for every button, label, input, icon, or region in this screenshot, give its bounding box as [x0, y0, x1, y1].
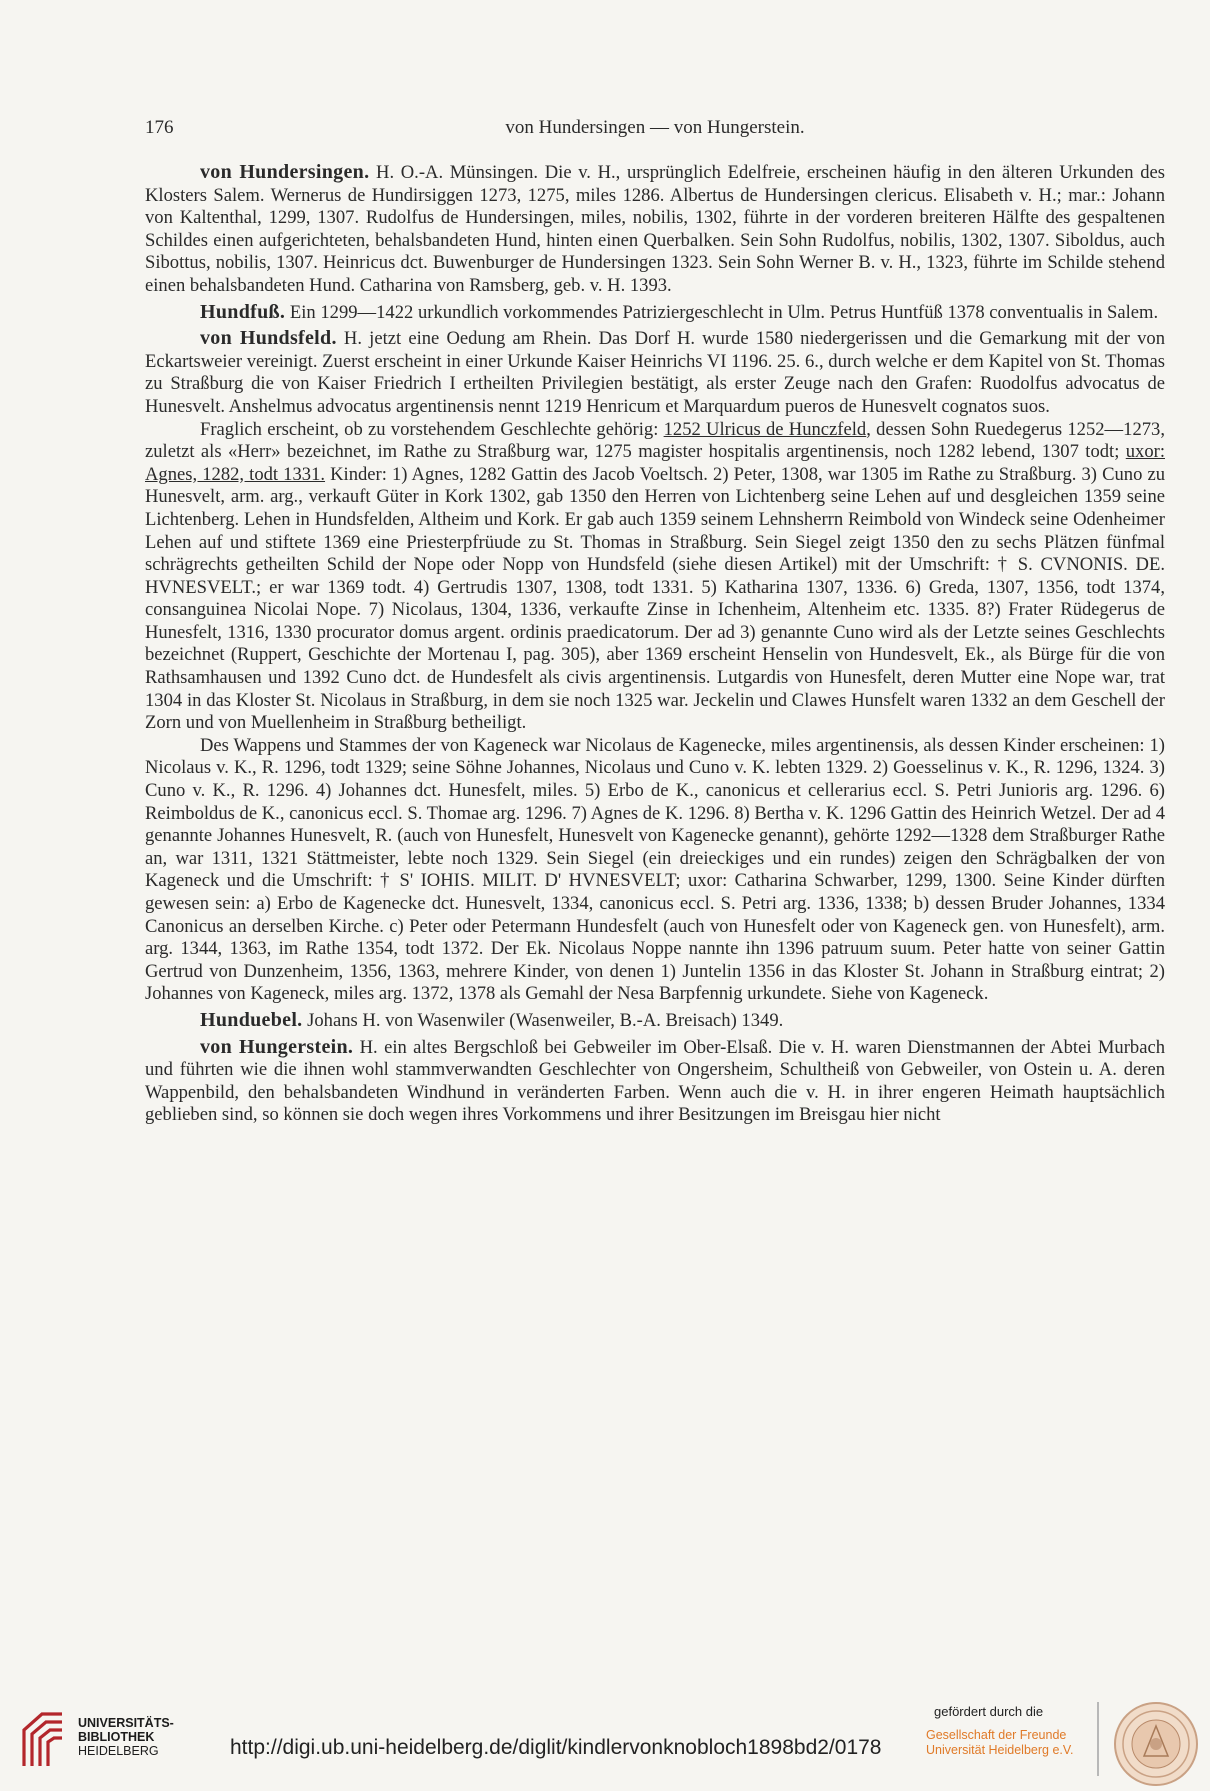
- lemma-hungerstein: von Hungerstein.: [200, 1035, 354, 1058]
- entry-text-hungerstein: H. ein altes Bergschloß bei Gebweiler im Ober-Elsaß. Die v. H. waren Dienstmannen der Abtei Murbach und führten wie die ihnen wohl stammverwandten Geschlechter von Ongersheim, Schultheiß von Gebweiler, von Ostein u. A. deren Wappenbild, den behalsbandeten Windhund in veränderten Farben. Wenn auch die v. H. in ihrer engeren Heimath hauptsächlich geblieben sind, so können sie doch wegen ihres Vorkommens und ihrer Besitzungen im Breisgau hier nicht: [145, 1036, 1165, 1126]
- entry-hunduebel: [145, 1009, 1165, 1033]
- digitization-url-link[interactable]: http://digi.ub.uni-heidelberg.de/diglit/kindlervonknobloch1898bd2/0178: [230, 1736, 882, 1759]
- lemma-hundsfeld: von Hundsfeld.: [200, 327, 337, 350]
- hundsfeld-paragraph-3: Des Wappens und Stammes der von Kageneck war Nicolaus de Kagenecke, miles argentinensis, als dessen Kinder erscheinen: 1) Nicolaus v. K., R. 1296, todt 1329; seine Söhne Johannes, Nicolaus und Cuno v. K. lebten 1329. 2) Goesselinus v. K., R. 1296, 1324. 3) Cuno v. K., R. 1296. 4) Johannes dct. Hunesfelt, miles. 5) Erbo de K., canonicus et cellerarius eccl. S. Petri Junioris arg. 1296. 6) Reimboldus de K., canonicus eccl. S. Thomae arg. 1296. 7) Agnes de K. 1296. 8) Bertha v. K. 1296 Gattin des Heinrich Wetzel. Der ad 4 genannte Johannes Hunesvelt, R. (auch von Hunesfelt, Hunesvelt von Kagenecke genannt), gehörte 1292—1328 dem Straßburger Rathe an, war 1311, 1321 Stättmeister, lebte noch 1329. Sein Siegel (ein dreieckiges und ein rundes) zeigen den Schrägbalken der von Kageneck und die Umschrift: † S' IOHIS. MILIT. D' HVNESVELT; uxor: Catharina Schwarber, 1299, 1300. Seine Kinder dürften gewesen sein: a) Erbo de Kagenecke dct. Hunesvelt, 1334, canonicus eccl. S. Petri arg. 1336, 1338; b) dessen Bruder Johannes, 1334 Canonicus an derselben Kirche. c) Peter oder Petermann Hundesfelt (auch von Hunesfelt oder von Kageneck gen. von Hunesfelt), arm. arg. 1344, 1363, im Rathe 1354, todt 1372. Der Ek. Nicolaus Noppe nannte ihn 1396 patruum suum. Peter hatte von seiner Gattin Gertrud von Dunzenheim, 1356, 1363, mehrere Kinder, von denen 1) Juntelin 1356 in das Kloster St. Johann in Straßburg eintrat; 2) Johannes von Kageneck, miles arg. 1372, 1378 als Gemahl der Nesa Barpfennig urkundete. Siehe von Kageneck.: [145, 734, 1165, 1005]
- library-line-1: UNIVERSITÄTS-: [78, 1716, 174, 1730]
- page-number: 176: [145, 117, 174, 138]
- hundsfeld-paragraph-2: [145, 419, 1165, 735]
- text-body: [145, 158, 1165, 1127]
- hundsfeld-p2-b: , dessen Sohn Ruedegerus 1252—1273, zuletzt als «Herr» bezeichnet, im Rathe zu Straßburg war, 1275 magister hospitalis argentinensis, noch 1282 lebend, 1307 todt;: [145, 418, 1165, 463]
- hundsfeld-p2-c: Kinder: 1) Agnes, 1282 Gattin des Jacob Voeltsch. 2) Peter, 1308, war 1305 im Rathe zu Straßburg. 3) Cuno zu Hunesvelt, arm. arg., verkauft Güter in Kork 1302, gab 1350 den Herren von Lichtenberg seine Lehen auf und desgleichen 1359 seine Lichtenberg. Lehen in Hundsfelden, Altheim und Kork. Er gab auch 1359 seinem Lehnsherrn Reimbold von Windeck seine Odenheimer Lehen auf und stiftete 1369 eine Priesterpfrüude zu St. Thomas in Straßburg. Sein Siegel zeigt 1350 den zu sechs Plätzen fünfmal schrägrechts getheilten Schild der Nope oder Nopp von Hundsfeld (siehe diesen Artikel) mit der Umschrift: † S. CVNONIS. DE. HVNESVELT.; er war 1369 todt. 4) Gertrudis 1307, 1308, todt 1331. 5) Katharina 1307, 1336. 6) Greda, 1307, 1356, todt 1374, consanguinea Nicolai Nope. 7) Nicolaus, 1304, 1336, verkaufte Zinse in Ichenheim, Altenheim etc. 1335. 8?) Frater Rüdegerus de Hunesfelt, 1316, 1330 procurator domus argent. ordinis praedicatorum. Der ad 3) genannte Cuno wird als der Letzte seines Geschlechts bezeichnet (Ruppert, Geschichte der Mortenau I, pag. 305), aber 1369 erscheint Henselin von Hundesvelt, Ek., als Bürge für die von Rathsamhausen und 1392 Cuno dct. de Hundesfelt als civis argentinensis. Lutgardis von Hunesfelt, deren Mutter eine Nope war, trat 1304 in das Kloster St. Nicolaus in Straßburg, in dem sie noch 1325 war. Jeckelin und Clawes Hunsfelt waren 1332 an dem Geschell der Zorn und von Muellenheim in Straßburg betheiligt.: [145, 463, 1166, 734]
- entry-text-hunduebel: Johans H. von Wasenwiler (Wasenweiler, B.-A. Breisach) 1349.: [302, 1009, 784, 1031]
- hundsfeld-p2-underline-1: 1252 Ulricus de Hunczfeld: [663, 418, 867, 440]
- society-name: [926, 1728, 1074, 1758]
- library-line-3: HEIDELBERG: [78, 1744, 159, 1758]
- lemma-hundfuss: Hundfuß.: [200, 300, 286, 323]
- entry-hundfuss: [145, 301, 1165, 325]
- entry-text-hundfuss: Ein 1299—1422 urkundlich vorkommendes Patriziergeschlecht in Ulm. Petrus Huntfüß 1378 conventualis in Salem.: [285, 301, 1159, 323]
- entry-text-hundersingen: H. O.-A. Münsingen. Die v. H., ursprünglich Edelfreie, erscheinen häufig in den älteren Urkunden des Klosters Salem. Wernerus de Hundirsiggen 1273, 1275, miles 1286. Albertus de Hundersingen clericus. Elisabeth v. H.; mar.: Johann von Kaltenthal, 1299, 1307. Rudolfus de Hundersingen, miles, nobilis, 1302, führte in der vorderen breiteren Hälfte des gespaltenen Schildes einen aufgerichteten, behalsbandeten Hund, hinten einen Querbalken. Sein Sohn Rudolfus, nobilis, 1302, 1307. Siboldus, auch Sibottus, nobilis, 1307. Heinricus dct. Buwenburger de Hundersingen 1323. Sein Sohn Werner B. v. H., 1323, führte im Schilde stehend einen behalsbandeten Hund. Catharina von Ramsberg, geb. v. H. 1393.: [145, 162, 1165, 296]
- library-line-2: BIBLIOTHEK: [78, 1730, 155, 1744]
- entry-text-hundsfeld: H. jetzt eine Oedung am Rhein. Das Dorf H. wurde 1580 niedergerissen und die Gemarkung mit der von Eckartsweier vereinigt. Zuerst erscheint in einer Urkunde Kaiser Heinrichs VI 1196. 25. 6., durch welche er dem Kapitel von St. Thomas zu Straßburg die von Kaiser Friedrich I ertheilten Privilegien bestätigt, als erster Zeuge nach den Grafen: Ruodolfus advocatus de Hunesvelt. Anshelmus advocatus argentinensis nennt 1219 Henricum et Marquardum pueros de Hunesvelt cognatos suos.: [145, 328, 1165, 417]
- entry-hundsfeld: [145, 327, 1165, 418]
- society-line-1: Gesellschaft der Freunde: [926, 1728, 1067, 1742]
- digitization-footer: [0, 1690, 1210, 1791]
- entry-hungerstein: [145, 1036, 1165, 1127]
- society-line-2: Universität Heidelberg e.V.: [926, 1743, 1074, 1757]
- footer-divider: [1097, 1702, 1099, 1776]
- university-library-logo-icon: [18, 1708, 68, 1770]
- lemma-hunduebel: Hunduebel.: [200, 1008, 303, 1031]
- university-library-name: [78, 1716, 174, 1758]
- running-head: von Hundersingen — von Hungerstein.: [505, 117, 805, 138]
- lemma-hundersingen: von Hundersingen.: [200, 161, 370, 183]
- funded-by-label: gefördert durch die: [934, 1704, 1044, 1719]
- hundsfeld-p2-a: Fraglich erscheint, ob zu vorstehendem Geschlechte gehörig:: [200, 418, 664, 440]
- page-header: [145, 117, 1165, 143]
- entry-hundersingen: [145, 161, 1165, 298]
- hundsfeld-p2-underline-2: uxor: Agnes, 1282, todt 1331.: [145, 441, 1165, 485]
- university-seal-icon: [1112, 1700, 1200, 1788]
